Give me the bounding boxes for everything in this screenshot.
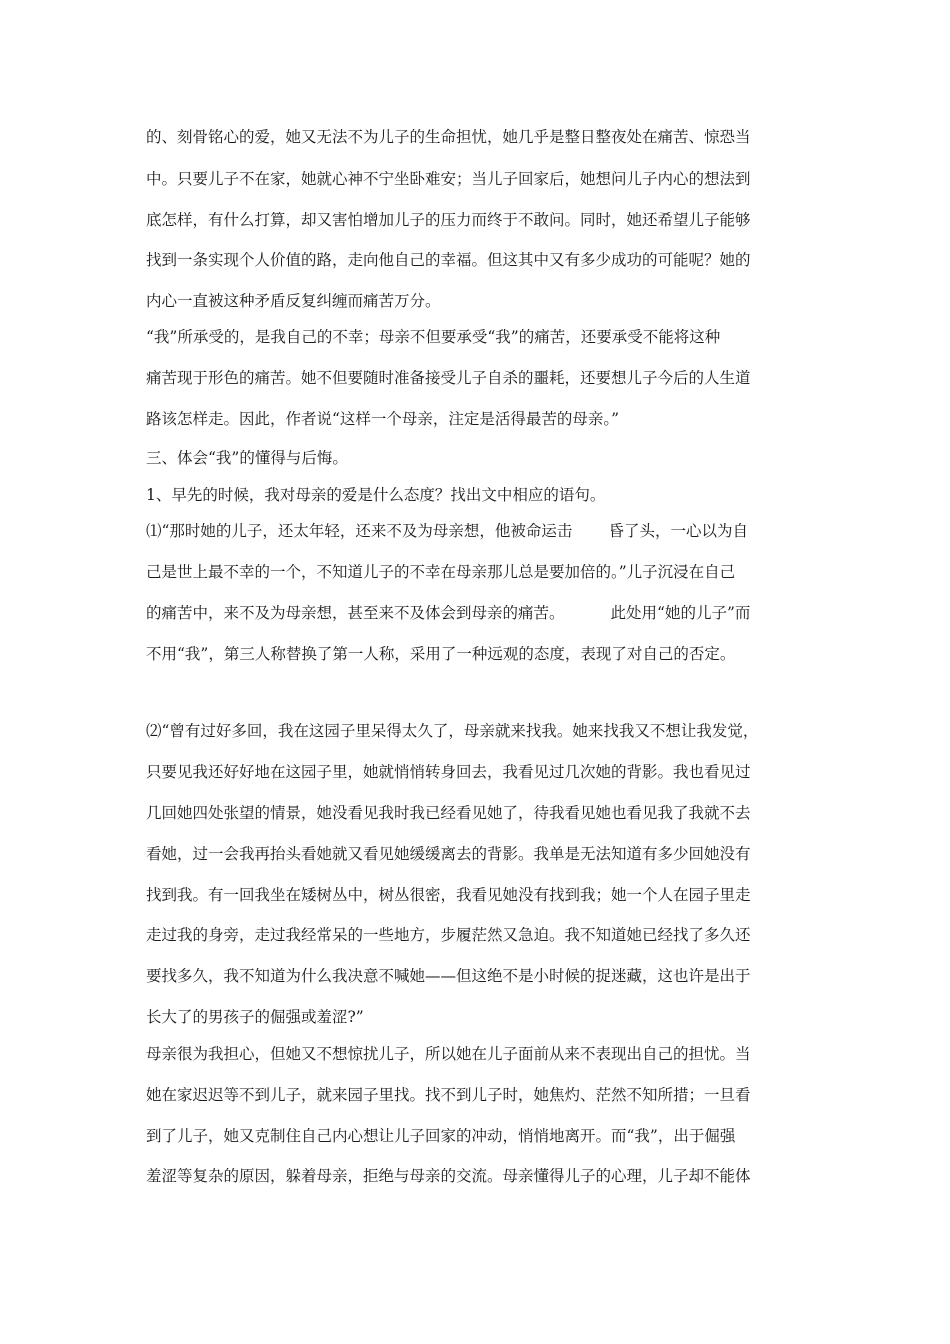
text-line: 她在家迟迟等不到儿子，就来园子里找。找不到儿子时，她焦灼、茫然不知所措；一旦看 [146,1086,751,1104]
text-line: 不用“我”，第三人称替换了第一人称，采用了一种远观的态度，表现了对自己的否定。 [146,645,736,663]
text-line: 的、刻骨铭心的爱，她又无法不为儿子的生命担忧，她几乎是整日整夜处在痛苦、惊恐当 [146,128,751,146]
text-segment: 此处用“她的儿子”而 [610,604,751,622]
text-line: 羞涩等复杂的原因，躲着母亲，拒绝与母亲的交流。母亲懂得儿子的心理，儿子却不能体 [146,1167,751,1185]
text-line: 底怎样，有什么打算，却又害怕增加儿子的压力而终于不敢问。同时，她还希望儿子能够 [146,211,751,229]
text-line: ⑵“曾有过好多回，我在这园子里呆得太久了，母亲就来找我。她来找我又不想让我发觉， [146,722,759,740]
text-line: 内心一直被这种矛盾反复纠缠而痛苦万分。 [146,292,441,310]
text-segment: 昏了头，一心以为自 [608,522,748,540]
text-line: 只要见我还好好地在这园子里，她就悄悄转身回去，我看见过几次她的背影。我也看见过 [146,763,751,781]
text-line: 要找多久，我不知道为什么我决意不喊她——但这绝不是小时候的捉迷藏，这也许是出于 [146,967,751,985]
text-line: “我”所承受的，是我自己的不幸；母亲不但要承受“我”的痛苦，还要承受不能将这种 [146,328,721,346]
text-segment: ⑴“那时她的儿子，还太年轻，还来不及为母亲想，他被命运击 [146,522,573,540]
text-line: 己是世上最不幸的一个，不知道儿子的不幸在母亲那儿总是要加倍的。”儿子沉浸在自己 [146,563,736,581]
text-line: 走过我的身旁，走过我经常呆的一些地方，步履茫然又急迫。我不知道她已经找了多久还 [146,926,751,944]
text-segment: 的痛苦中，来不及为母亲想，甚至来不及体会到母亲的痛苦。 [146,604,565,622]
text-line: 看她，过一会我再抬头看她就又看见她缓缓离去的背影。我单是无法知道有多少回她没有 [146,845,751,863]
text-line: 几回她四处张望的情景，她没看见我时我已经看见她了，待我看见她也看见我了我就不去 [146,804,751,822]
section-heading: 三、体会“我”的懂得与后悔。 [146,449,348,467]
question-line: 1、早先的时候，我对母亲的爱是什么态度？找出文中相应的语句。 [146,486,606,504]
text-line: 到了儿子，她又克制住自己内心想让儿子回家的冲动，悄悄地离开。而“我”，出于倔强 [146,1127,736,1145]
text-line: 找到一条实现个人价值的路，走向他自己的幸福。但这其中又有多少成功的可能呢？她的 [146,251,751,269]
text-line: 长大了的男孩子的倔强或羞涩?” [146,1008,364,1026]
text-line: 痛苦现于形色的痛苦。她不但要随时准备接受儿子自杀的噩耗，还要想儿子今后的人生道 [146,369,751,387]
text-line: 中。只要儿子不在家，她就心神不宁坐卧难安；当儿子回家后，她想问儿子内心的想法到 [146,170,751,188]
text-line: 母亲很为我担心，但她又不想惊扰儿子，所以她在儿子面前从来不表现出自己的担忧。当 [146,1045,751,1063]
text-line [146,521,748,541]
text-line [146,603,750,623]
text-line: 找到我。有一回我坐在矮树丛中，树丛很密，我看见她没有找到我；她一个人在园子里走 [146,886,751,904]
text-line: 路该怎样走。因此，作者说“这样一个母亲，注定是活得最苦的母亲。” [146,410,620,428]
